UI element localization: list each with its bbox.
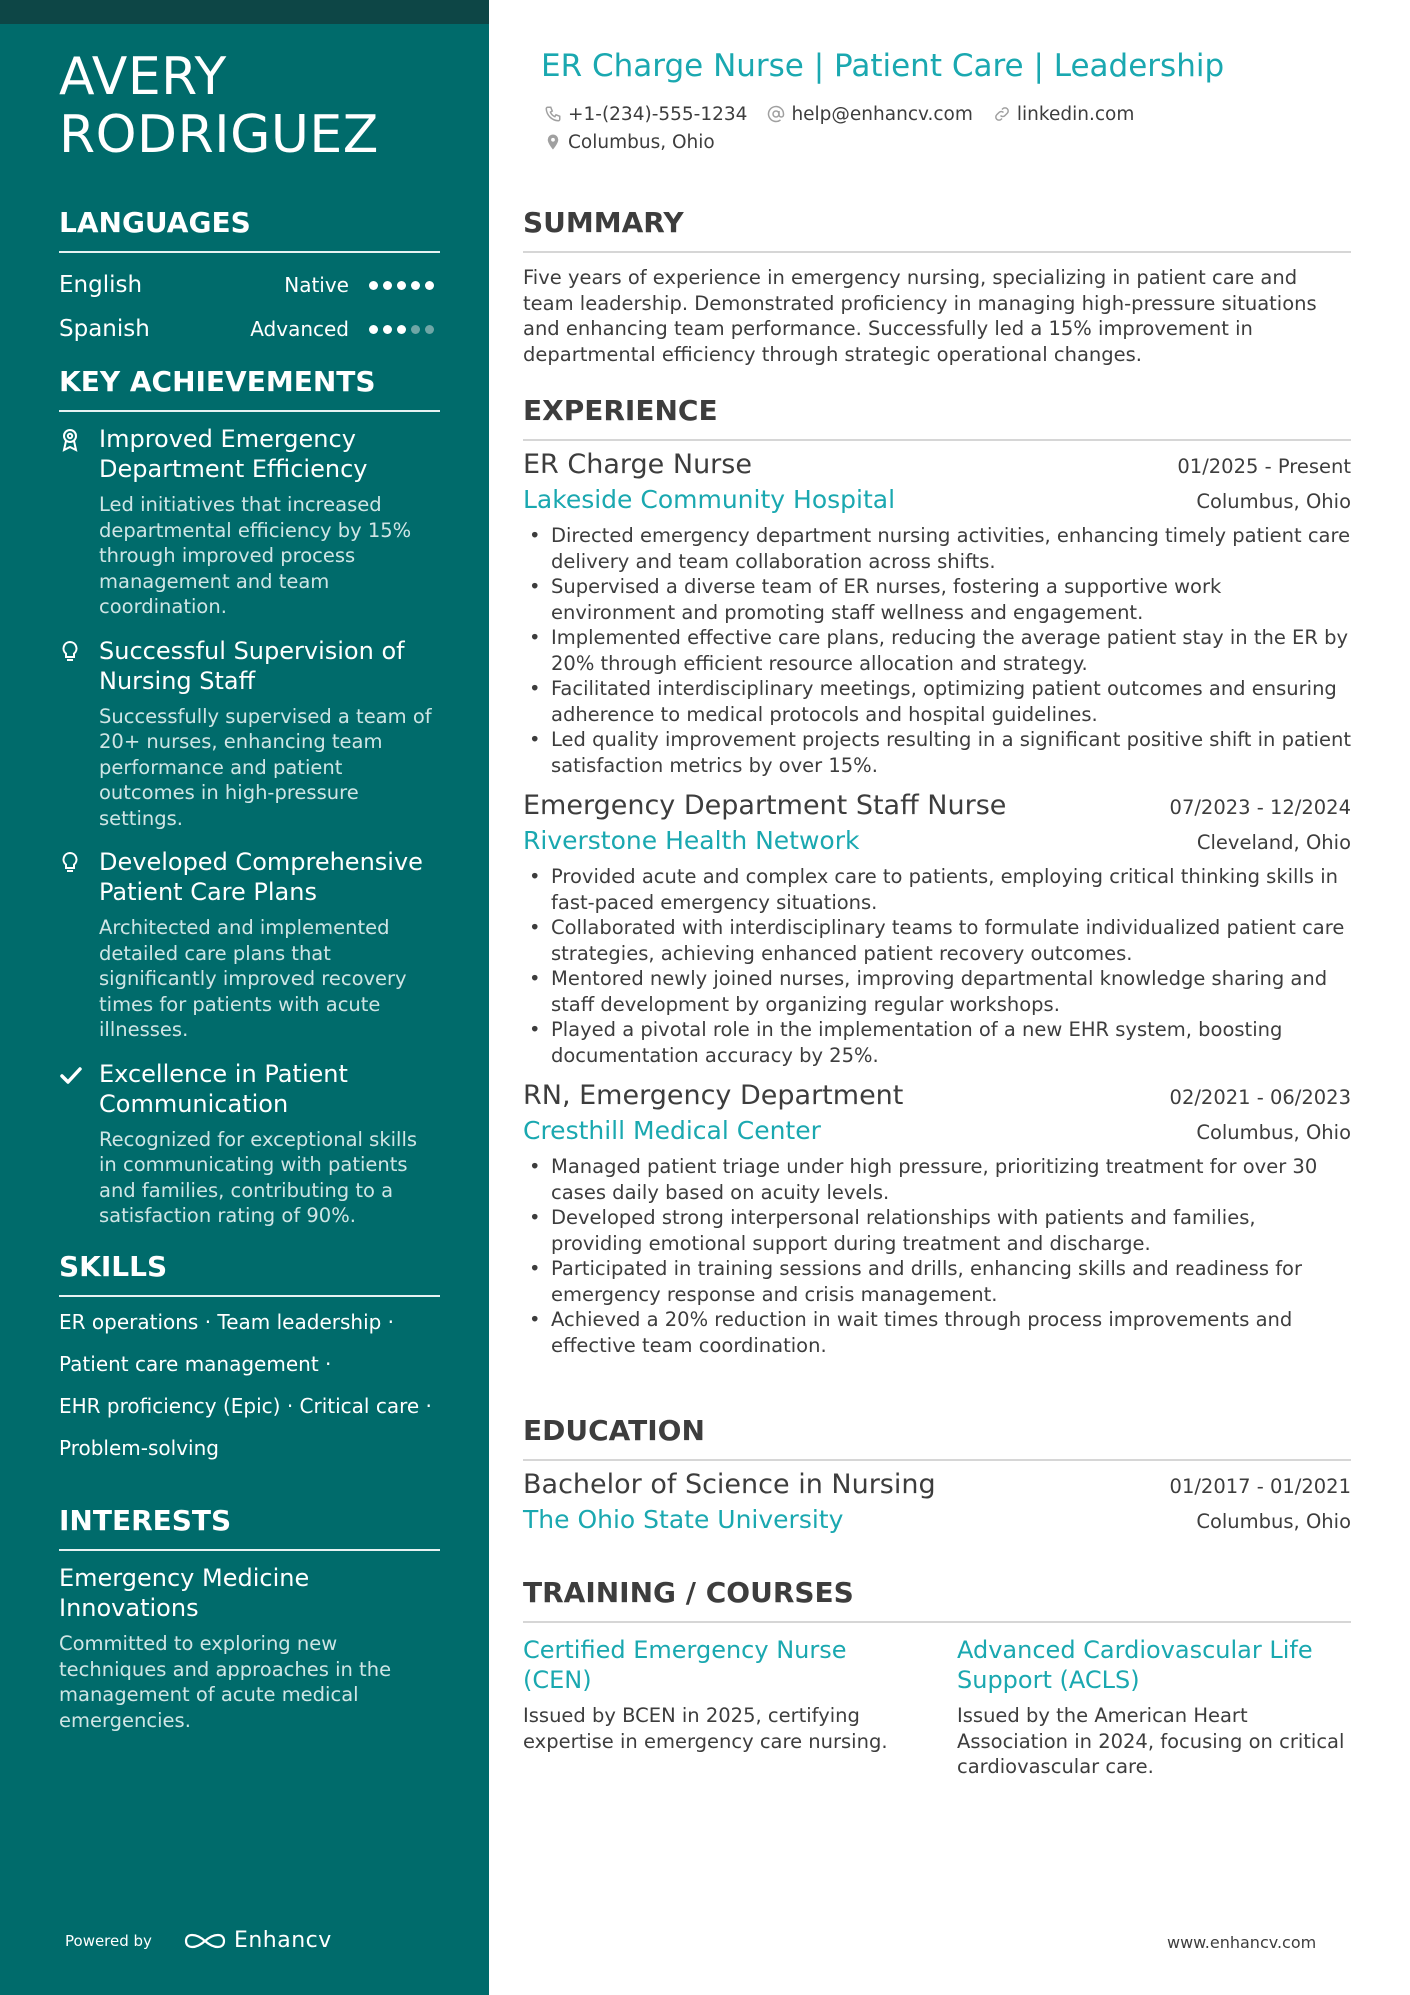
job-bullets (523, 1154, 1351, 1358)
achievement-title: Improved Emergency Department Efficiency (99, 425, 368, 483)
job-bullet: • Facilitated interdisciplinary meetings, optimizing patient outcomes and ensuring adherence to medical protocols and hospital guidelines. (523, 676, 1351, 727)
location-pin-icon (544, 133, 562, 151)
language-level: Advanced (250, 317, 349, 341)
powered-by-label: Powered by (65, 1931, 152, 1950)
summary-heading: SUMMARY (523, 205, 1351, 253)
proficiency-dot (383, 281, 392, 290)
proficiency-dot (397, 325, 406, 334)
achievement-title: Developed Comprehensive Patient Care Plans (99, 848, 423, 906)
proficiency-dots (369, 325, 434, 334)
footer-url[interactable]: www.enhancv.com (1167, 1933, 1317, 1952)
education-heading: EDUCATION (523, 1413, 1351, 1461)
education-school: The Ohio State University (523, 1505, 844, 1534)
achievement-item (59, 424, 440, 620)
achievements-section (59, 364, 440, 1245)
job-bullet: • Participated in training sessions and drills, enhancing skills and readiness for emergency response and crisis management. (523, 1256, 1351, 1307)
contact-phone[interactable] (544, 104, 747, 125)
job-entry (523, 788, 1351, 1068)
education-date: 01/2017 - 01/2021 (1169, 1475, 1351, 1498)
skill-line: Patient care management · (59, 1352, 332, 1376)
powered-by (65, 1928, 332, 1953)
course-description: Issued by the American Heart Association in 2024, focusing on critical cardiovascular care. (957, 1704, 1345, 1778)
proficiency-dot (425, 281, 434, 290)
link-icon (993, 105, 1011, 123)
job-bullet: • Provided acute and complex care to patients, employing critical thinking skills in fast-paced emergency situations. (523, 864, 1351, 915)
job-bullets (523, 864, 1351, 1068)
skill-line: Problem-solving (59, 1436, 219, 1460)
candidate-name: AVERY RODRIGUEZ (59, 47, 379, 165)
linkedin-url: linkedin.com (1016, 103, 1135, 125)
contact-email[interactable] (767, 104, 972, 125)
proficiency-dot (411, 325, 420, 334)
phone-icon (544, 105, 562, 123)
job-bullet: • Collaborated with interdisciplinary teams to formulate individualized patient care strategies, achieving enhanced patient recovery outcomes. (523, 915, 1351, 966)
course-description: Issued by BCEN in 2025, certifying expertise in emergency care nursing. (523, 1704, 888, 1753)
proficiency-dots (369, 281, 434, 290)
achievement-description: Recognized for exceptional skills in communicating with patients and families, contributing to a satisfaction rating of 90%. (99, 1127, 418, 1227)
job-bullet: • Supervised a diverse team of ER nurses, fostering a supportive work environment and promoting staff wellness and engagement. (523, 574, 1351, 625)
job-bullet: • Achieved a 20% reduction in wait times through process improvements and effective team coordination. (523, 1307, 1351, 1358)
job-entry (523, 447, 1351, 778)
contact-info (544, 100, 1154, 156)
interest-description: Committed to exploring new techniques and approaches in the management of acute medical emergencies. (59, 1632, 392, 1732)
job-company-row (523, 824, 1351, 858)
proficiency-dot (369, 281, 378, 290)
interest-title: Emergency Medicine Innovations (59, 1564, 310, 1622)
enhancv-logo-icon (182, 1929, 228, 1953)
award-ribbon-icon (59, 428, 83, 452)
education-header-row (523, 1467, 1351, 1503)
course-grid (523, 1635, 1351, 1780)
proficiency-dot (411, 281, 420, 290)
achievement-title: Excellence in Patient Communication (99, 1059, 348, 1118)
education-section (523, 1413, 1351, 1537)
lightbulb-icon (59, 640, 83, 664)
education-location: Columbus, Ohio (1196, 1510, 1351, 1533)
job-header-row (523, 1078, 1351, 1114)
job-bullet: • Played a pivotal role in the implementation of a new EHR system, boosting documentation accuracy by 25%. (523, 1017, 1351, 1068)
enhancv-brand-name: Enhancv (233, 1928, 332, 1953)
education-degree: Bachelor of Science in Nursing (523, 1469, 936, 1500)
job-date: 07/2023 - 12/2024 (1169, 796, 1351, 819)
achievement-item (59, 847, 440, 1043)
course-title: Certified Emergency Nurse (CEN) (523, 1636, 847, 1694)
skill-line: ER operations · Team leadership · (59, 1310, 395, 1334)
achievement-item (59, 636, 440, 832)
job-date: 02/2021 - 06/2023 (1169, 1086, 1351, 1109)
achievement-item (59, 1059, 440, 1229)
job-date: 01/2025 - Present (1177, 455, 1351, 478)
experience-heading: EXPERIENCE (523, 393, 1351, 441)
headline-title: ER Charge Nurse | Patient Care | Leadership (541, 48, 1225, 84)
location-text: Columbus, Ohio (568, 131, 715, 153)
sidebar-top-bar (0, 0, 489, 24)
checkmark-icon (59, 1063, 83, 1087)
training-heading: TRAINING / COURSES (523, 1575, 1351, 1623)
at-sign-icon (767, 105, 785, 123)
proficiency-dot (369, 325, 378, 334)
summary-section (523, 205, 1351, 367)
contact-row (544, 128, 1154, 156)
achievement-description: Architected and implemented detailed care plans that significantly improved recovery times for patients with acute illnesses. (99, 916, 407, 1041)
language-level: Native (284, 273, 349, 297)
language-name: English (59, 272, 143, 298)
job-company-row (523, 1114, 1351, 1148)
languages-section (59, 205, 440, 351)
language-item (59, 307, 440, 351)
job-bullet: • Managed patient triage under high pressure, prioritizing treatment for over 30 cases daily based on acuity levels. (523, 1154, 1351, 1205)
interests-heading: INTERESTS (59, 1503, 440, 1551)
job-company-row (523, 483, 1351, 517)
course-title: Advanced Cardiovascular Life Support (ACLS) (957, 1636, 1313, 1694)
achievement-description: Led initiatives that increased departmental efficiency by 15% through improved process management and team coordination. (99, 493, 412, 618)
phone-number: +1-(234)-555-1234 (568, 103, 748, 125)
proficiency-dot (425, 325, 434, 334)
job-location: Columbus, Ohio (1196, 490, 1351, 513)
job-bullet: • Mentored newly joined nurses, improving departmental knowledge sharing and staff development by organizing regular workshops. (523, 966, 1351, 1017)
summary-text: Five years of experience in emergency nursing, specializing in patient care and team leadership. Demonstrated proficiency in managing high-pressure situations and enhancing team performance. Successfully led a 15% improvement in departmental efficiency through strategic operational changes. (523, 266, 1317, 366)
job-bullet: • Directed emergency department nursing activities, enhancing timely patient care delivery and team collaboration across shifts. (523, 523, 1351, 574)
contact-location (544, 132, 715, 153)
email-address: help@enhancv.com (791, 103, 973, 125)
lightbulb-icon (59, 851, 83, 875)
language-item (59, 263, 440, 307)
job-title: RN, Emergency Department (523, 1080, 904, 1111)
achievement-description: Successfully supervised a team of 20+ nurses, enhancing team performance and patient outcomes in high-pressure settings. (99, 704, 432, 830)
training-section (523, 1575, 1351, 1780)
language-name: Spanish (59, 316, 150, 342)
job-bullets (523, 523, 1351, 778)
proficiency-dot (397, 281, 406, 290)
job-company: Lakeside Community Hospital (523, 485, 896, 514)
course-item (957, 1635, 1351, 1780)
job-company: Riverstone Health Network (523, 826, 860, 855)
job-header-row (523, 788, 1351, 824)
contact-row (544, 100, 1154, 128)
job-company: Cresthill Medical Center (523, 1116, 821, 1145)
job-bullet: • Led quality improvement projects resulting in a significant positive shift in patient satisfaction metrics by over 15%. (523, 727, 1351, 778)
education-school-row (523, 1503, 1351, 1537)
job-location: Cleveland, Ohio (1196, 831, 1351, 854)
achievements-heading: KEY ACHIEVEMENTS (59, 364, 440, 412)
job-location: Columbus, Ohio (1196, 1121, 1351, 1144)
skills-heading: SKILLS (59, 1249, 440, 1297)
job-title: Emergency Department Staff Nurse (523, 790, 1007, 821)
job-title: ER Charge Nurse (523, 449, 752, 480)
job-bullet: • Developed strong interpersonal relationships with patients and families, providing emotional support during treatment and discharge. (523, 1205, 1351, 1256)
achievement-title: Successful Supervision of Nursing Staff (99, 636, 405, 695)
interests-section (59, 1503, 440, 1733)
skills-section (59, 1249, 440, 1469)
experience-section (523, 393, 1351, 1368)
job-entry (523, 1078, 1351, 1358)
enhancv-logo[interactable] (182, 1928, 332, 1953)
skill-line: EHR proficiency (Epic) · Critical care · (59, 1394, 432, 1418)
course-item (523, 1635, 917, 1780)
proficiency-dot (383, 325, 392, 334)
job-bullet: • Implemented effective care plans, reducing the average patient stay in the ER by 20% through efficient resource allocation and strategy. (523, 625, 1351, 676)
sidebar (0, 0, 489, 1995)
languages-heading: LANGUAGES (59, 205, 440, 253)
job-header-row (523, 447, 1351, 483)
contact-linkedin[interactable] (993, 104, 1134, 125)
